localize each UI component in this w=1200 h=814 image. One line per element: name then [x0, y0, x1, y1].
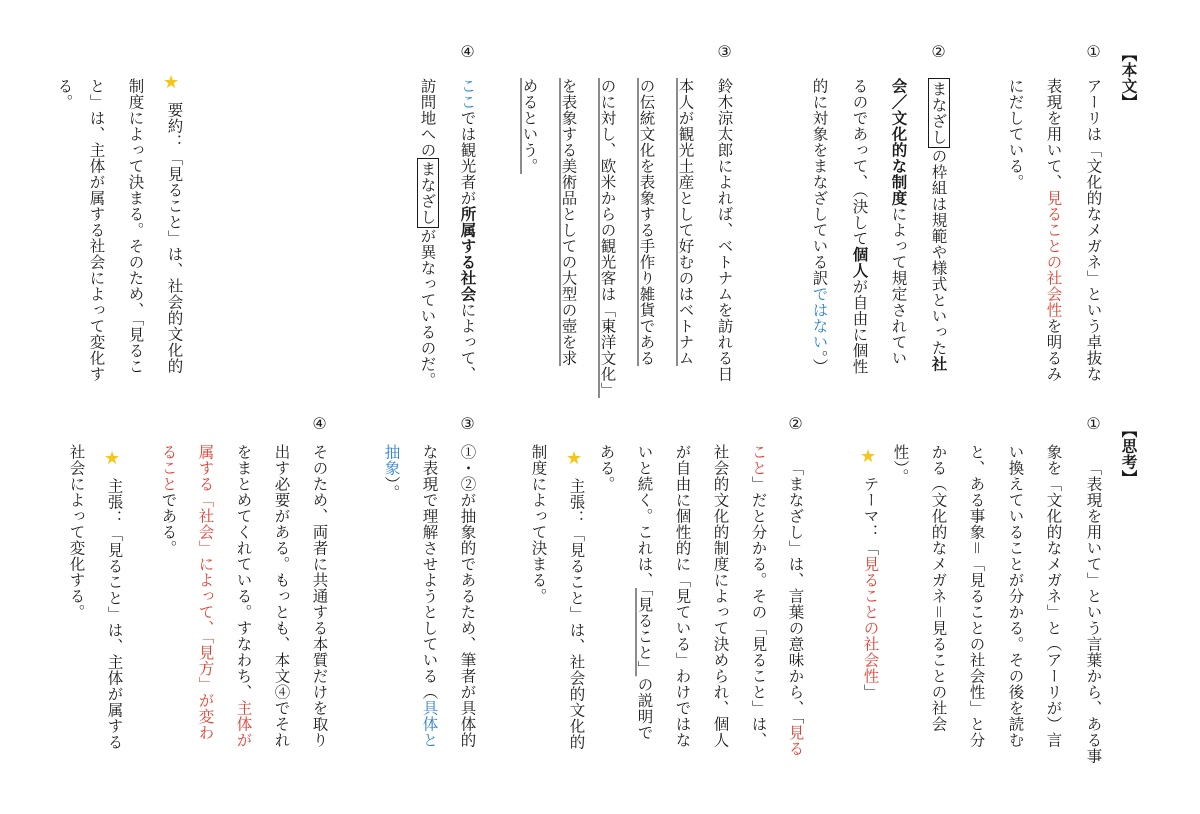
honbun-s2-line2: 会／文化的な制度によって規定されてい — [889, 78, 909, 366]
honbun-s3-line5: を表象する美術品としての大型の壺を求 — [559, 78, 578, 366]
shikou-s3-line3: 抽象）。 — [382, 444, 401, 501]
shikou-s2-line2: こと」だと分かる。その「見ること」は、 — [749, 444, 768, 748]
honbun-header: 【本文】 — [1119, 46, 1139, 110]
shikou-s4-line2: 出す必要がある。もっとも、本文④でそれ — [272, 444, 291, 748]
honbun-s3-line2: 本人が観光土産として好むのはベトナム — [676, 78, 695, 366]
honbun-s1-number: ① — [1084, 42, 1103, 62]
honbun-s2-line3: るのであって、（決して個人が自由に個性 — [850, 78, 870, 375]
shikou-s4-claim1: 主張：「見ること」は、主体が属する — [105, 478, 124, 750]
shikou-s4-number: ④ — [310, 414, 329, 434]
shikou-s3-number: ③ — [458, 414, 477, 434]
honbun-s4-line2: 訪問地へのまなざしが異なっているのだ。 — [418, 78, 437, 388]
shikou-s3-line2: な表現で理解させようとしている（具体と — [420, 444, 439, 748]
shikou-s3-line1: ①・②が抽象的であるため、筆者が具体的 — [458, 444, 477, 748]
star-icon: ★ — [860, 446, 877, 467]
shikou-s2-line4: が自由に個性的に「見ている」わけではな — [673, 444, 692, 748]
honbun-s2-line4: 的に対象をまなざしている訳ではない。） — [810, 78, 829, 375]
shikou-s2-number: ② — [786, 414, 805, 434]
honbun-s2-line1: まなざしの枠組は規範や様式といった社 — [930, 78, 947, 372]
shikou-s1-line6: 性）。 — [891, 444, 910, 485]
honbun-s1-line2: 表現を用いて、見ることの社会性を明るみ — [1044, 78, 1063, 382]
honbun-s1-line1: アーリは「文化的なメガネ」という卓抜な — [1084, 78, 1103, 382]
summary-line2: 制度によって決まる。そのため、「見るこ — [126, 78, 145, 375]
shikou-s4-line4: 属する「社会」によって、「見方」が変わ — [196, 444, 215, 741]
shikou-s1-line4: と、ある事象＝「見ることの社会性」と分 — [967, 444, 986, 749]
shikou-s4-line1: そのため、両者に共通する本質だけを取り — [310, 444, 329, 748]
shikou-s1-line2: 象を「文化的なメガネ」と（アーリが）言 — [1044, 444, 1063, 748]
shikou-s4-claim2: 社会によって変化する。 — [67, 444, 86, 620]
star-icon: ★ — [163, 72, 180, 93]
shikou-s2-claim2: 制度によって決まる。 — [529, 444, 548, 604]
shikou-theme: テーマ：「見ることの社会性」 — [861, 476, 880, 700]
shikou-s1-line5: かる（文化的なメガネ＝見ることの社会 — [929, 444, 948, 733]
shikou-header: 【思考】 — [1119, 422, 1139, 486]
honbun-s1-line3: にだしている。 — [1006, 78, 1025, 190]
shikou-s4-line5: ることである。 — [159, 444, 178, 556]
highlight-social-seeing: 見ることの社会性 — [1044, 190, 1063, 318]
shikou-s4-line3: をまとめてくれている。すなわち、主体が — [234, 444, 253, 748]
honbun-s4-number: ④ — [458, 42, 477, 62]
shikou-s1-number: ① — [1084, 414, 1103, 434]
shikou-s2-line5: いと続く。これは、「見ること」の説明で — [635, 444, 654, 741]
star-icon: ★ — [566, 448, 583, 469]
shikou-s2-claim1: 主張：「見ること」は、社会的文化的 — [567, 478, 586, 750]
shikou-s1-line1: 「表現を用いて」という言葉から、ある事 — [1084, 460, 1103, 764]
honbun-s3-number: ③ — [715, 42, 734, 62]
summary-line3: と」は、主体が属する社会によって変化す — [87, 78, 106, 382]
shikou-s2-line3: 社会的文化的制度によって決められ、個人 — [711, 444, 730, 748]
honbun-s3-line1: 鈴木涼太郎によれば、ベトナムを訪れる日 — [715, 78, 734, 382]
honbun-s3-line4: のに対し、欧米からの観光客は「東洋文化」 — [598, 78, 617, 398]
star-icon: ★ — [104, 448, 121, 469]
honbun-s3-line6: めるという。 — [520, 78, 539, 174]
manazashi-box: まなざし — [928, 78, 950, 148]
shikou-s2-line6: ある。 — [597, 444, 616, 492]
summary-line1: 要約：「見ること」は、社会的文化的 — [165, 102, 184, 374]
honbun-s2-number: ② — [929, 42, 948, 62]
summary-line4: る。 — [55, 78, 74, 110]
shikou-s1-line3: い換えていることが分かる。その後を読む — [1006, 444, 1025, 748]
honbun-s3-line3: の伝統文化を表象する手作り雑貨である — [637, 78, 656, 366]
honbun-s4-line1: ここでは観光者が所属する社会によって、 — [458, 78, 478, 382]
shikou-s2-line1: 「まなざし」は、言葉の意味から、「見る — [786, 460, 805, 757]
